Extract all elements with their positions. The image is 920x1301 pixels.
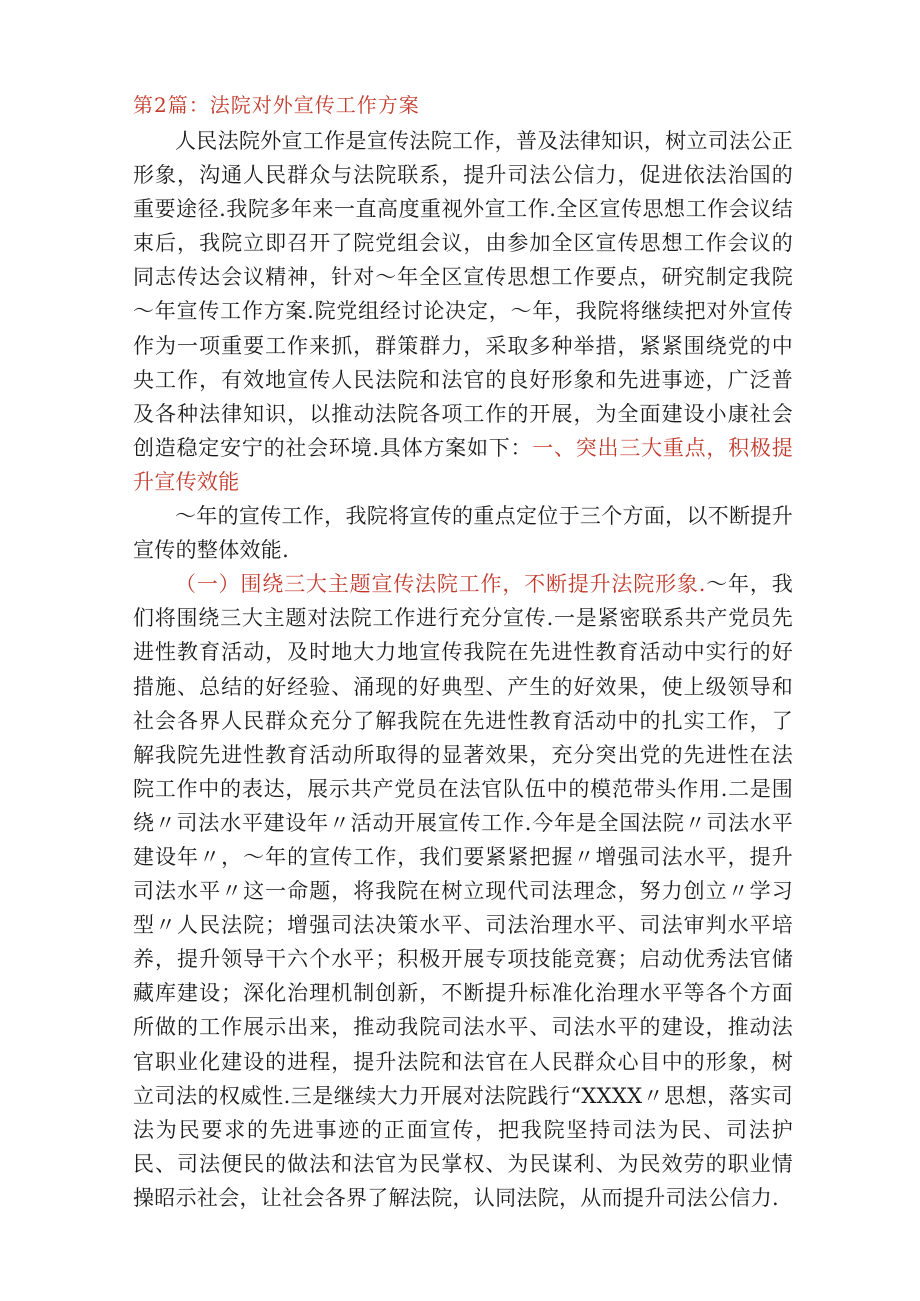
subsection-one-heading: （一）围绕三大主题宣传法院工作，不断提升法院形象. [175,572,706,597]
intro-text: 人民法院外宣工作是宣传法院工作，普及法律知识，树立司法公正形象，沟通人民群众与法院联系，提升司法公信力，促进依法治国的重要途径.我院多年来一直高度重视外宣工作.全区宣传思想工作会议结束后，我院立即召开了院党组会议，由参加全区宣传思想工作会议的同志传达会议精神，针对～年全区宣传思想工作要点，研究制定我院～年宣传工作方案.院党组经讨论决定，～年，我院将继续把对外宣传作为一项重要工作来抓，群策群力，采取多种举措，紧紧围绕党的中央工作，有效地宣传人民法院和法官的良好形象和先进事迹，广泛普及各种法律知识，以推动法院各项工作的开展，为全面建设小康社会创造稳定安宁的社会环境.具体方案如下： [133,129,793,460]
focus-paragraph: ～年的宣传工作，我院将宣传的重点定位于三个方面，以不断提升宣传的整体效能. [133,504,793,563]
section-one-heading: 一、突出三大重点，积极提升宣传效能 [133,435,793,494]
document-page [133,88,793,1215]
document-title: 第2篇：法院对外宣传工作方案 [133,93,420,117]
intro-paragraph [133,124,793,499]
theme-text: ～年，我们将围绕三大主题对法院工作进行充分宣传.一是紧密联系共产党员先进性教育活动，及时地大力地宣传我院在先进性教育活动中实行的好措施、总结的好经验、涌现的好典型、产生的好效果，使上级领导和社会各界人民群众充分了解我院在先进性教育活动中的扎实工作，了解我院先进性教育活动所取得的显著效果，充分突出党的先进性在法院工作中的表达，展示共产党员在法官队伍中的模范带头作用.二是围绕〃司法水平建设年〃活动开展宣传工作.今年是全国法院〃司法水平建设年〃，～年的宣传工作，我们要紧紧把握〃增强司法水平，提升司法水平〃这一命题，将我院在树立现代司法理念，努力创立〃学习型〃人民法院；增强司法决策水平、司法治理水平、司法审判水平培养，提升领导干六个水平；积极开展专项技能竞赛；启动优秀法官储藏库建设；深化治理机制创新，不断提升标准化治理水平等各个方面所做的工作展示出来，推动我院司法水平、司法水平的建设，推动法官职业化建设的进程，提升法院和法官在人民群众心目中的形象，树立司法的权威性.三是继续大力开展对法院践行“XXXX〃思想，落实司法为民要求的先进事迹的正面宣传，把我院坚持司法为民、司法护民、司法便民的做法和法官为民掌权、为民谋利、为民效劳的职业情操昭示社会，让社会各界了解法院，认同法院，从而提升司法公信力. [133,572,793,1210]
theme-paragraph [133,567,793,1215]
